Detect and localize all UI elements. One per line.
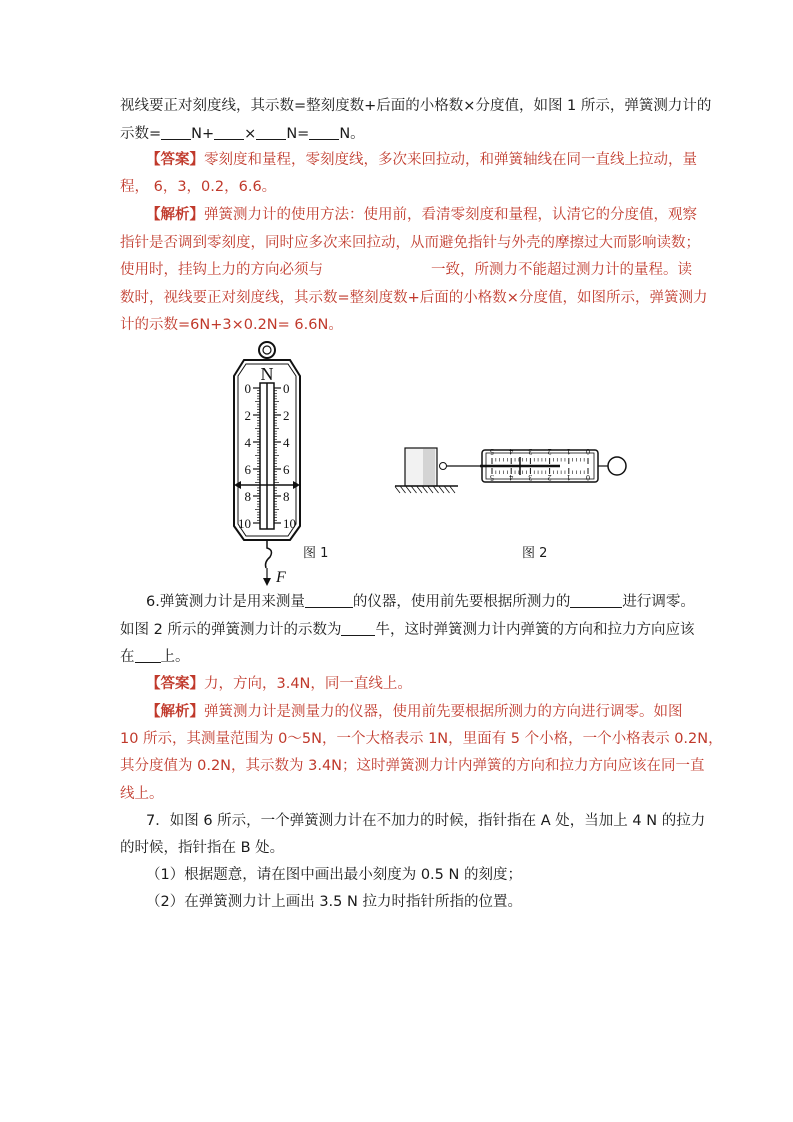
blank — [161, 125, 191, 140]
hatch-line — [417, 487, 422, 494]
tick-label: 1 — [566, 447, 571, 456]
tick-label: 1 — [566, 473, 571, 482]
question7-item-1: （1）根据题意，请在图中画出最小刻度为 0.5 N 的刻度； — [146, 867, 522, 883]
tick-label: 0 — [244, 381, 251, 396]
tick-label: 3 — [528, 447, 533, 456]
analysis6-line-3: 其分度值为 0.2N，其示数为 3.4N；这时弹簧测力计内弹簧的方向和拉力方向应该在同一直 — [120, 758, 705, 774]
question-text: 在 — [120, 649, 135, 665]
blank — [570, 593, 622, 608]
hatch-line — [434, 487, 439, 494]
intro-line-2 — [120, 124, 365, 144]
tick-label: 4 — [509, 473, 514, 482]
analysis-text: 弹簧测力计的使用方法：使用前，看清零刻度和量程，认清它的分度值，观察 — [204, 207, 697, 223]
figure1-caption: 图 1 — [303, 546, 329, 561]
tick-label: 2 — [547, 473, 552, 482]
intro-text: N+ — [191, 126, 215, 142]
hatch-line — [439, 487, 444, 494]
answer-tag: 【答案】 — [146, 152, 204, 168]
answer5-line-2: 程， 6，3，0.2，6.6。 — [120, 179, 277, 195]
top-ring-inner — [263, 346, 271, 354]
tick-label: 0 — [586, 447, 590, 456]
tick-label: 6 — [244, 462, 251, 477]
hatch-line — [423, 487, 428, 494]
intro-text: N。 — [339, 126, 365, 142]
hatch-line — [406, 487, 411, 494]
hook — [266, 540, 272, 568]
tick-label: 5 — [490, 447, 494, 456]
question-text: 的仪器，使用前先要根据所测力的 — [352, 594, 571, 610]
analysis5-line-3 — [120, 260, 692, 280]
question-text: 进行调零。 — [622, 594, 695, 610]
tick-label: 2 — [244, 408, 251, 423]
analysis5-line-2: 指针是否调到零刻度，同时应多次来回拉动，从而避免指针与外壳的摩擦过大而影响读数； — [120, 235, 700, 251]
answer-tag: 【答案】 — [146, 676, 204, 692]
analysis-tag: 【解析】 — [146, 704, 204, 720]
blank — [305, 593, 353, 608]
intro-line-1: 视线要正对刻度线，其示数=整刻度数+后面的小格数×分度值，如图 1 所示，弹簧测力计的 — [120, 98, 712, 114]
blank — [309, 125, 339, 140]
blank — [341, 621, 375, 636]
tick-label: 2 — [547, 447, 552, 456]
question-text: 上。 — [160, 649, 190, 665]
analysis6-line-2: 10 所示，其测量范围为 0～5N，一个大格表示 1N，里面有 5 个小格，一个小格表示 0.2N， — [120, 731, 723, 747]
question6-line-1 — [146, 592, 695, 612]
top-ring — [259, 342, 275, 358]
tick-label: 10 — [238, 516, 251, 531]
block-shade — [423, 449, 435, 485]
analysis-text: 一致，所测力不能超过测力计的量程。读 — [431, 262, 692, 278]
analysis-tag: 【解析】 — [146, 207, 204, 223]
answer6-line — [146, 674, 412, 694]
unit-letter: N — [260, 364, 274, 384]
intro-text: N= — [286, 126, 310, 142]
answer5-line-1 — [146, 150, 697, 170]
analysis-text: 使用时，挂钩上力的方向必须与 — [120, 262, 323, 278]
force-arrow — [263, 578, 271, 586]
answer-text: 零刻度和量程，零刻度线，多次来回拉动，和弹簧轴线在同一直线上拉动，量 — [204, 152, 697, 168]
intro-text: 示数= — [120, 126, 162, 142]
hatch-line — [428, 487, 433, 494]
tick-label: 4 — [244, 435, 251, 450]
question-text: 牛，这时弹簧测力计内弹簧的方向和拉力方向应该 — [375, 622, 695, 638]
tick-label: 0 — [586, 473, 590, 482]
tick-label: 8 — [244, 489, 251, 504]
figure2-caption: 图 2 — [522, 546, 548, 561]
hook-eye — [440, 463, 447, 470]
question7-line-1: 7．如图 6 所示，一个弹簧测力计在不加力的时候，指针指在 A 处，当加上 4 N 的拉力 — [146, 813, 706, 829]
force-label: F — [276, 569, 286, 586]
analysis-text: 弹簧测力计是测量力的仪器，使用前先要根据所测力的方向进行调零。如图 — [204, 704, 683, 720]
analysis5-line-4: 数时，视线要正对刻度线，其示数=整刻度数+后面的小格数×分度值，如图所示，弹簧测力 — [120, 290, 708, 306]
analysis5-line-5: 计的示数=6N+3×0.2N= 6.6N。 — [120, 317, 343, 333]
hatch-line — [445, 487, 450, 494]
analysis6-line-4: 线上。 — [120, 786, 164, 802]
question6-line-2 — [120, 620, 694, 640]
end-ring — [608, 457, 626, 475]
ground-hatch — [395, 487, 455, 494]
question-text: 如图 2 所示的弹簧测力计的示数为 — [120, 622, 342, 638]
tick-label: 8 — [283, 489, 290, 504]
blank — [256, 125, 286, 140]
blank — [214, 125, 244, 140]
hatch-line — [412, 487, 417, 494]
question7-line-2: 的时候，指针指在 B 处。 — [120, 840, 285, 856]
analysis5-line-1 — [146, 205, 697, 225]
tick-label: 4 — [509, 447, 514, 456]
intro-text: × — [244, 126, 257, 142]
question7-item-2: （2）在弹簧测力计上画出 3.5 N 拉力时指针所指的位置。 — [146, 894, 522, 910]
tick-label: 3 — [528, 473, 533, 482]
figure2-spring-scale — [390, 440, 640, 495]
tick-label: 4 — [283, 435, 290, 450]
tick-label: 10 — [283, 516, 296, 531]
tick-label: 2 — [283, 408, 290, 423]
hatch-line — [395, 487, 400, 494]
tick-label: 0 — [283, 381, 290, 396]
hatch-line — [401, 487, 406, 494]
question6-line-3 — [120, 647, 190, 667]
blank — [135, 648, 161, 663]
analysis6-line-1 — [146, 702, 683, 722]
answer-text: 力，方向，3.4N，同一直线上。 — [204, 676, 412, 692]
tick-label: 5 — [490, 473, 494, 482]
question-text: 6.弹簧测力计是用来测量 — [146, 594, 305, 610]
hatch-line — [450, 487, 455, 494]
tick-label: 6 — [283, 462, 290, 477]
